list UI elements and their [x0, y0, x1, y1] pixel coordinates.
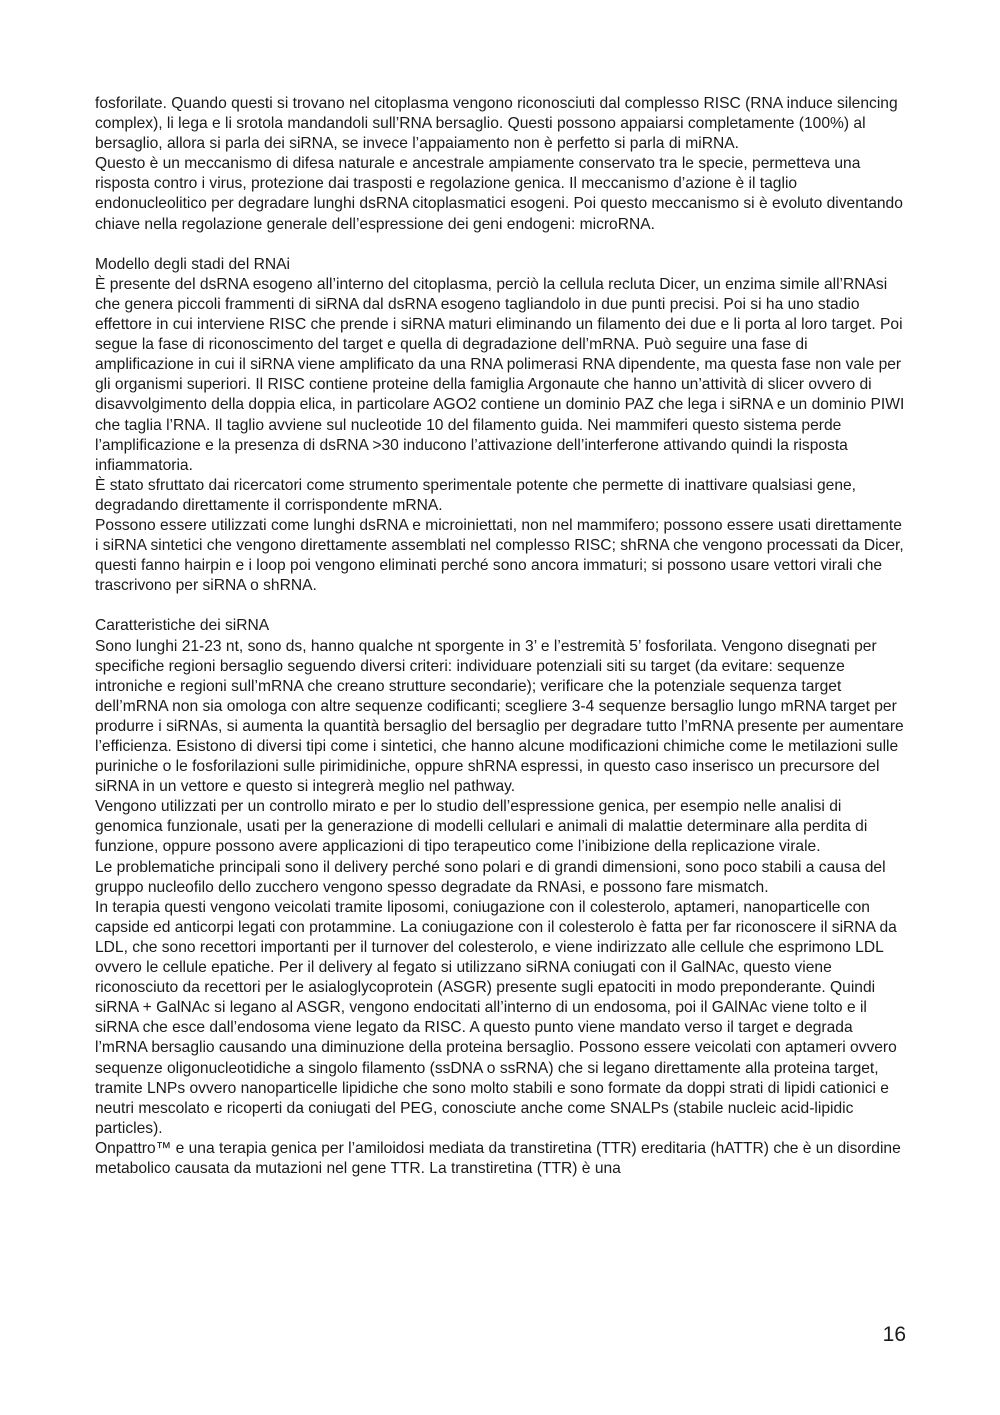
paragraph: Vengono utilizzati per un controllo mirato e per lo studio dell’espressione genica, per esempio nelle analisi di genomica funzionale, usati per la generazione di modelli cellulari e animali di malattie determinare alla perdita di funzione, oppure possono avere applicazioni di tipo terapeutico come l’inibizione della replicazione virale. — [95, 798, 868, 856]
page-number: 16 — [882, 1323, 906, 1346]
paragraph: Le problematiche principali sono il delivery perché sono polari e di grandi dimensioni, sono poco stabili a causa del gruppo nucleofilo dello zucchero vengono spesso degradate da RNAsi, e possono fare mismatch. — [95, 858, 886, 896]
document-body — [95, 94, 907, 1179]
paragraph: Possono essere utilizzati come lunghi dsRNA e microiniettati, non nel mammifero; possono essere usati direttamente i siRNA sintetici che vengono direttamente assemblati nel complesso RISC; shRNA che vengono processati da Dicer, questi fanno hairpin e i loop poi vengono eliminati perché sono ancora immaturi; si possono usare vettori virali che trascrivono per siRNA o shRNA. — [95, 516, 904, 595]
paragraph: Questo è un meccanismo di difesa naturale e ancestrale ampiamente conservato tra le specie, permetteva una risposta contro i virus, protezione dai trasposti e regolazione genica. Il meccanismo d’azione è il taglio endonucleolitico per degradare lunghi dsRNA citoplasmatici esogeni. Poi questo meccanismo si è evoluto diventando chiave nella regolazione generale dell’espressione dei geni endogeni: microRNA. — [95, 155, 903, 233]
paragraph: fosforilate. Quando questi si trovano nel citoplasma vengono riconosciuti dal complesso RISC (RNA induce silencing complex), li lega e li srotola mandandoli sull’RNA bersaglio. Questi possono appaiarsi completamente (100%) al bersaglio, allora si parla dei siRNA, se invece l’appaiamento non è perfetto si parla di miRNA. — [95, 95, 898, 153]
paragraph-spacer — [95, 596, 907, 616]
paragraph-spacer — [95, 235, 907, 255]
section-heading: Modello degli stadi del RNAi — [95, 255, 291, 273]
paragraph: È stato sfruttato dai ricercatori come strumento sperimentale potente che permette di inattivare qualsiasi gene, degradando direttamente il corrispondente mRNA. — [95, 476, 857, 514]
paragraph: Sono lunghi 21-23 nt, sono ds, hanno qualche nt sporgente in 3’ e l’estremità 5’ fosforilata. Vengono disegnati per specifiche regioni bersaglio seguendo diversi criteri: individuare potenziali siti su target (da evitare: sequenze introniche e regioni sull’mRNA che creano strutture secondarie); verificare che la potenziale sequenza target dell’mRNA non sia omologa con altre sequenze codificanti; scegliere 3-4 sequenze bersaglio lungo mRNA target per produrre i siRNAs, si aumenta la quantità bersaglio del bersaglio per degradare tutto l’mRNA presente per aumentare l’efficienza. Esistono di diversi tipi come i sintetici, che hanno alcune modificazioni chimiche come le metilazioni sulle puriniche o le fosforilazioni sulle pirimidiniche, oppure shRNA espressi, in questo caso inserisco un precursore del siRNA in un vettore e questo si integrerà meglio nel pathway. — [95, 637, 904, 796]
section-heading: Caratteristiche dei siRNA — [95, 617, 270, 635]
paragraph: In terapia questi vengono veicolati tramite liposomi, coniugazione con il colesterolo, aptameri, nanoparticelle con capside ed anticorpi legati con protammine. La coniugazione con il colesterolo è fatta per far riconoscere il siRNA da LDL, che sono recettori importanti per il turnover del colesterolo, e viene indirizzato alle cellule che esprimono LDL ovvero le cellule epatiche. Per il delivery al fegato si utilizzano siRNA coniugati con il GalNAc, questo viene riconosciuto da recettori per le asialoglycoprotein (ASGR) presente sugli epatociti in modo preponderante. Quindi siRNA + GalNAc si legano al ASGR, vengono endocitati all’interno di un endosoma, poi il GAlNAc viene tolto e il siRNA che esce dall’endosoma viene legato da RISC. A questo punto viene mandato verso il target e degrada l’mRNA bersaglio causando una diminuzione della proteina bersaglio. Possono essere veicolati con aptameri ovvero sequenze oligonucleotidiche a singolo filamento (ssDNA o ssRNA) che si legano direttamente alla proteina target, tramite LNPs ovvero nanoparticelle lipidiche che sono molto stabili e sono formate da doppi strati di lipidi cationici e neutri mescolato e ricoperti da coniugati del PEG, conosciute anche come SNALPs (stabile nucleic acid-lipidic particles). — [95, 898, 897, 1137]
paragraph: È presente del dsRNA esogeno all’interno del citoplasma, perciò la cellula recluta Dicer, un enzima simile all’RNAsi che genera piccoli frammenti di siRNA dal dsRNA esogeno tagliandolo in due punti precisi. Poi si ha uno stadio effettore in cui interviene RISC che prende i siRNA maturi eliminando un filamento dei due e li porta al loro target. Poi segue la fase di riconoscimento del target e quella di degradazione dell’mRNA. Può seguire una fase di amplificazione in cui il siRNA viene amplificato da una RNA polimerasi RNA dipendente, ma questa fase non vale per gli organismi superiori. Il RISC contiene proteine della famiglia Argonaute che hanno un’attività di slicer ovvero di disavvolgimento della doppia elica, in particolare AGO2 contiene un dominio PAZ che lega i siRNA e un dominio PIWI che taglia l’RNA. Il taglio avviene sul nucleotide 10 del filamento guida. Nei mammiferi questo sistema perde l’amplificazione e la presenza di dsRNA >30 inducono l’attivazione dell’interferone attivando quindi la risposta infiammatoria. — [95, 275, 905, 474]
paragraph: Onpattro™ e una terapia genica per l’amiloidosi mediata da transtiretina (TTR) ereditaria (hATTR) che è un disordine metabolico causata da mutazioni nel gene TTR. La transtiretina (TTR) è una — [95, 1139, 901, 1177]
